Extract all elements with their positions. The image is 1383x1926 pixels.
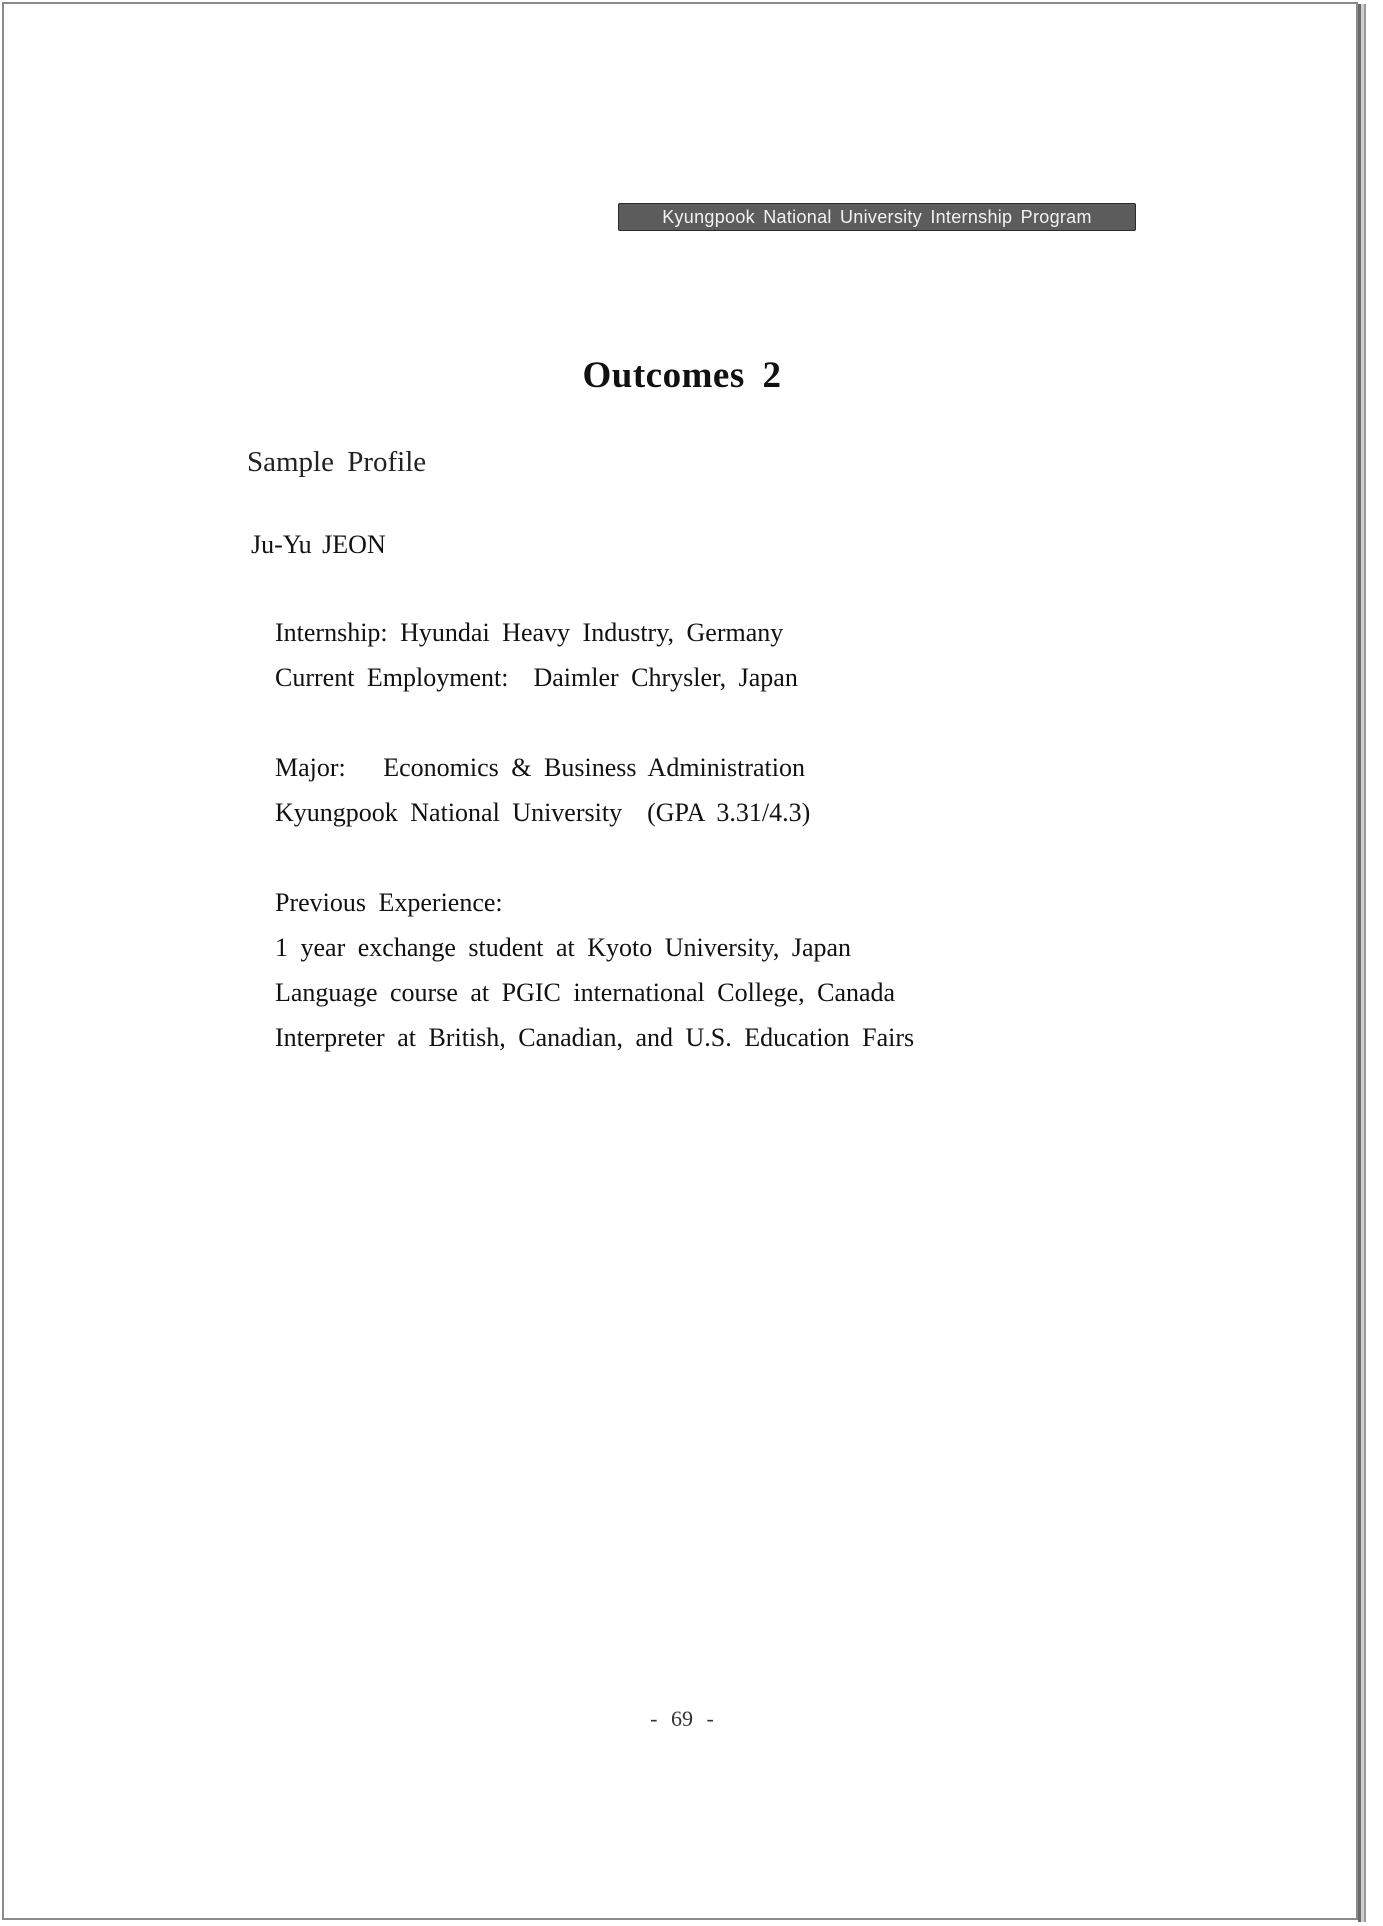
university-line: Kyungpook National University (GPA 3.31/4.3) <box>275 798 811 827</box>
header-banner <box>618 203 1136 231</box>
experience-item: Language course at PGIC international College, Canada <box>275 978 896 1007</box>
employment-line: Current Employment: Daimler Chrysler, Japan <box>275 663 798 692</box>
page-title: Outcomes 2 <box>582 355 782 396</box>
spacer <box>275 835 914 880</box>
experience-item: 1 year exchange student at Kyoto University, Japan <box>275 933 852 962</box>
spacer <box>275 700 914 745</box>
document-page <box>2 2 1358 1920</box>
header-banner-text: Kyungpook National University Internship Program <box>662 207 1092 227</box>
major-line: Major: Economics & Business Administration <box>275 753 805 782</box>
profile-details <box>275 610 914 1060</box>
page-number: - 69 - <box>650 1706 714 1731</box>
page-edge-shadow <box>1358 4 1370 1922</box>
internship-line: Internship: Hyundai Heavy Industry, Germany <box>275 618 784 647</box>
experience-heading: Previous Experience: <box>275 888 503 917</box>
experience-item: Interpreter at British, Canadian, and U.S. Education Fairs <box>275 1023 915 1052</box>
profile-name: Ju-Yu JEON <box>251 530 386 559</box>
section-heading: Sample Profile <box>247 446 427 478</box>
